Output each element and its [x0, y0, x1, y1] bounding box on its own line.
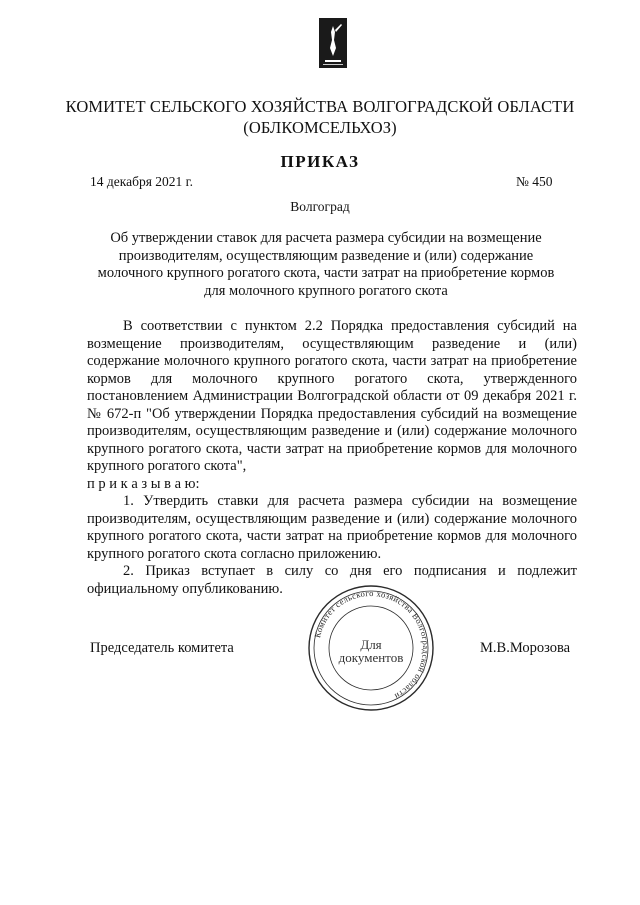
seal-center-text — [318, 638, 424, 664]
committee-name-line2: (ОБЛКОМСЕЛЬХОЗ) — [243, 118, 397, 137]
subject-line: для молочного крупного рогатого скота — [204, 282, 448, 299]
committee-name-line1: КОМИТЕТ СЕЛЬСКОГО ХОЗЯЙСТВА ВОЛГОГРАДСКОЙ ОБЛАСТИ — [65, 97, 575, 116]
order-title: ПРИКАЗ — [280, 152, 360, 171]
signatory-position: Председатель комитета — [90, 640, 234, 656]
seal-ring-text: Комитет сельского хозяйства Волгоградской области — [312, 587, 432, 702]
preamble-paragraph: В соответствии с пунктом 2.2 Порядка предоставления субсидий на возмещение производителям, осуществляющим разведение и (или) содержание молочного крупного рогатого скота, части затрат на приобретение кормов для молочного крупного рогатого скота, утвержденного постановлением Администрации Волгоградской области от 09 декабря 2021 г. № 672-п "Об утверждении Порядка предоставления субсидий на возмещение производителям, осуществляющим разведение и (или) содержание молочного крупного рогатого скота, части затрат на приобретение кормов для молочного крупного рогатого скота", — [87, 318, 577, 474]
subject-line: производителям, осуществляющим разведение и (или) содержание — [118, 247, 534, 264]
order-subject — [88, 230, 564, 300]
signatory-name: М.В.Морозова — [480, 640, 571, 656]
subject-line: Об утверждении ставок для расчета размера субсидии на возмещение — [110, 230, 542, 246]
volgograd-coat-of-arms-icon — [319, 18, 347, 68]
seal-center-line: Для — [360, 637, 382, 652]
order-item-1: 1. Утвердить ставки для расчета размера субсидии на возмещение производителям, осуществляющим разведение и (или) содержание молочного крупного рогатого скота, части затрат на приобретение кормов для молочного крупного рогатого скота согласно приложению. — [87, 493, 577, 562]
orders-word: п р и к а з ы в а ю: — [87, 475, 200, 492]
order-body — [87, 318, 577, 598]
order-date: 14 декабря 2021 г. — [90, 174, 194, 189]
order-number: № 450 — [516, 174, 553, 189]
order-item-2: 2. Приказ вступает в силу со дня его подписания и подлежит официальному опубликованию. — [87, 563, 577, 597]
order-city: Волгоград — [290, 199, 350, 214]
seal-center-line: документов — [338, 650, 404, 665]
subject-line: молочного крупного рогатого скота, части затрат на приобретение кормов — [97, 265, 555, 281]
